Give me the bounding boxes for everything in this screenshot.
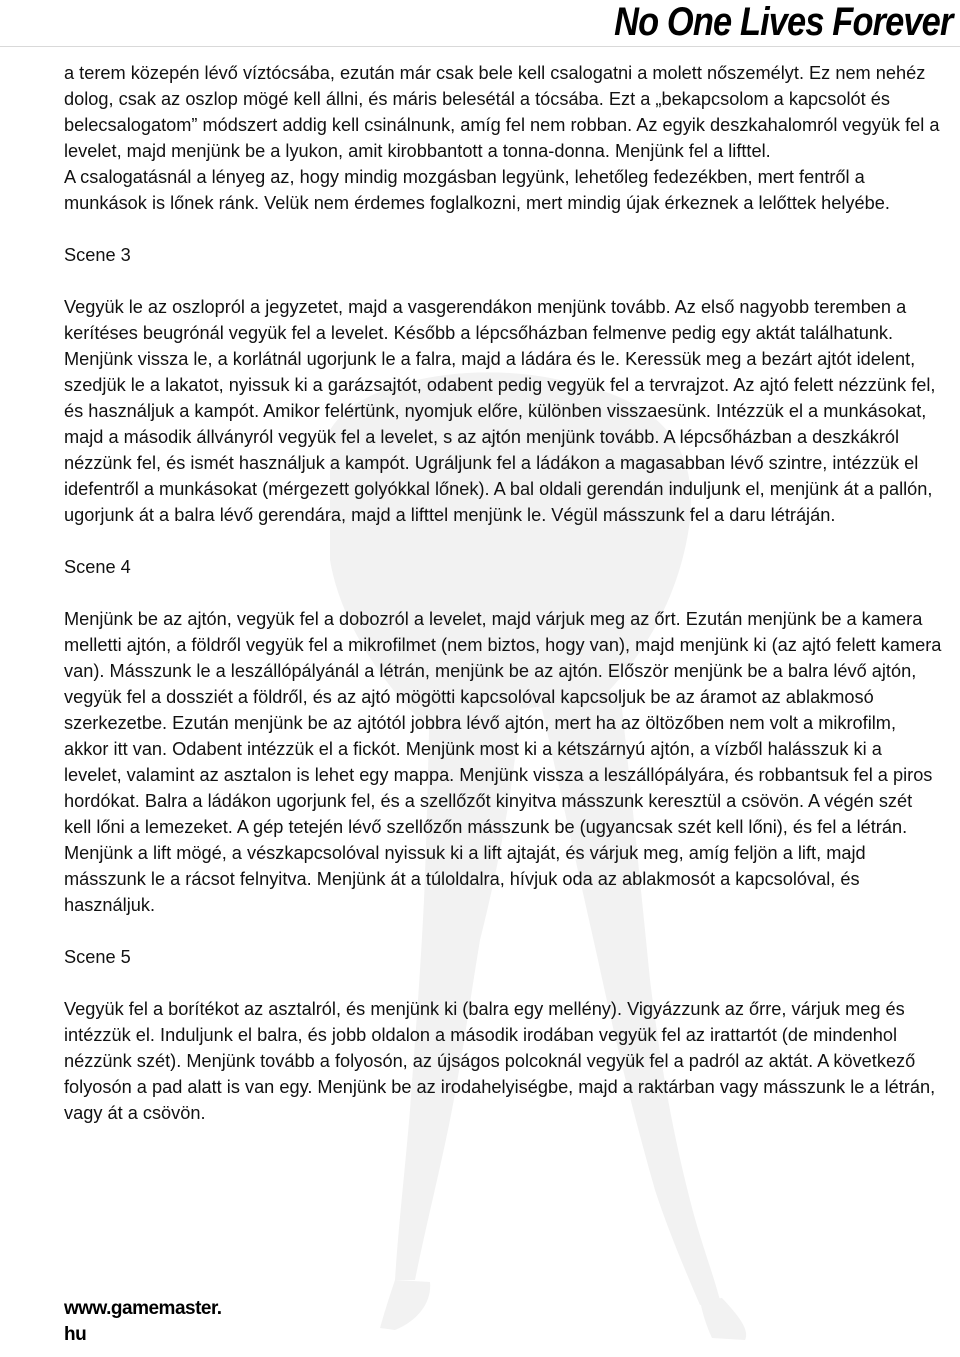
intro-paragraph-1: a terem közepén lévő víztócsába, ezután már csak bele kell csalogatni a molett nőszemélyt. Ez nem nehéz dolog, csak az oszlop mögé kell állni, és máris belesétál a tócsába. Ezt a „bekapcsolom a kapcsolót és belecsalogatom” módszert addig kell csinálnunk, amíg fel nem robban. Az egyik deszkahalomról vegyük fel a levelet, majd menjünk be a lyukon, amit kirobbantott a tonna-donna. Menjünk fel a lifttel.	[64, 63, 940, 161]
article-body	[64, 60, 944, 1126]
scene-3-heading: Scene 3	[64, 245, 131, 265]
header-divider	[0, 46, 960, 47]
scene-5-heading: Scene 5	[64, 947, 131, 967]
footer-url-line-1: www.gamemaster.	[64, 1298, 222, 1319]
scene-3-paragraph: Vegyük le az oszlopról a jegyzetet, majd a vasgerendákon menjünk tovább. Az első nagyobb teremben a kerítéses beugrónál vegyük fel a levelet. Később a lépcsőházban felmenve pedig egy aktát találhatunk. Menjünk vissza le, a korlátnál ugorjunk le a falra, majd a ládára és le. Keressük meg a bezárt ajtót idelent, szedjük le a lakatot, nyissuk ki a garázsajtót, odabent pedig vegyük fel a tervrajzot. Az ajtó felett nézzünk fel, és használjuk a kampót. Amikor felértünk, nyomjuk előre, különben visszaesünk. Intézzük el a munkásokat, majd a második állványról vegyük fel a levelet, s az ajtón menjünk tovább. A lépcsőházban a deszkákról nézzünk fel, és ismét használjuk a kampót. Ugráljunk fel a ládákon a magasabban lévő szintre, intézzük el idefentről a munkásokat (mérgezett golyókkal lőnek). A bal oldali gerendán induljunk el, menjünk át a pallón, ugorjunk át a balra lévő gerendára, majd a lifttel menjünk le. Végül másszunk fel a daru létráján.	[64, 297, 936, 525]
footer-url-line-2: hu	[64, 1324, 87, 1345]
footer-site-url	[64, 1296, 244, 1348]
scene-5-paragraph: Vegyük fel a borítékot az asztalról, és menjünk ki (balra egy mellény). Vigyázzunk az őrre, várjuk meg és intézzük el. Induljunk el balra, és jobb oldalon a második irodában vegyük fel az irattartót (de mindenhol nézzünk szét). Menjünk tovább a folyosón, az újságos polcoknál vegyük fel a padról az aktát. A következő folyosón a pad alatt is van egy. Menjünk be az irodahelyiségbe, majd a raktárban vagy másszunk le a létrán, vagy át a csövön.	[64, 999, 936, 1123]
intro-paragraph-2: A csalogatásnál a lényeg az, hogy mindig mozgásban legyünk, lehetőleg fedezékben, mert fentről a munkások is lőnek ránk. Velük nem érdemes foglalkozni, mert mindig újak érkeznek a lelőttek helyébe.	[64, 167, 890, 213]
header-title: No One Lives Forever	[613, 0, 952, 44]
scene-4-heading: Scene 4	[64, 557, 131, 577]
scene-4-paragraph: Menjünk be az ajtón, vegyük fel a dobozról a levelet, majd várjuk meg az őrt. Ezután menjünk be a kamera melletti ajtón, a földről vegyük fel a mikrofilmet (nem biztos, hogy van), majd menjünk ki (az ajtó felett kamera van). Másszunk le a leszállópályánál a létrán, menjünk be az ajtón. Először menjünk be a balra lévő ajtón, vegyük fel a dossziét a földről, és az ajtó mögötti kapcsolóval kapcsoljuk be az áramot az ablakmosó szerkezetbe. Ezután menjünk be az ajtótól jobbra lévő ajtón, mert ha az öltözőben nem volt a mikrofilm, akkor itt van. Odabent intézzük el a fickót. Menjünk most ki a kétszárnyú ajtón, a vízből halásszuk ki a levelet, valamint az asztalon is lehet egy mappa. Menjünk vissza a leszállópályára, és robbantsuk fel a piros hordókat. Balra a ládákon ugorjunk fel, és a szellőzőt kinyitva másszunk keresztül a csövön. A végén szét kell lőni a lemezeket. A gép tetején lévő szellőzőn másszunk be (ugyancsak szét kell lőni), és fel a létrán. Menjünk a lift mögé, a vészkapcsolóval nyissuk ki a lift ajtaját, és várjuk meg, amíg feljön a lift, majd másszunk le a rácsot felnyitva. Menjünk át a túloldalra, hívjuk oda az ablakmosót a kapcsolóval, és használjuk.	[64, 609, 942, 915]
